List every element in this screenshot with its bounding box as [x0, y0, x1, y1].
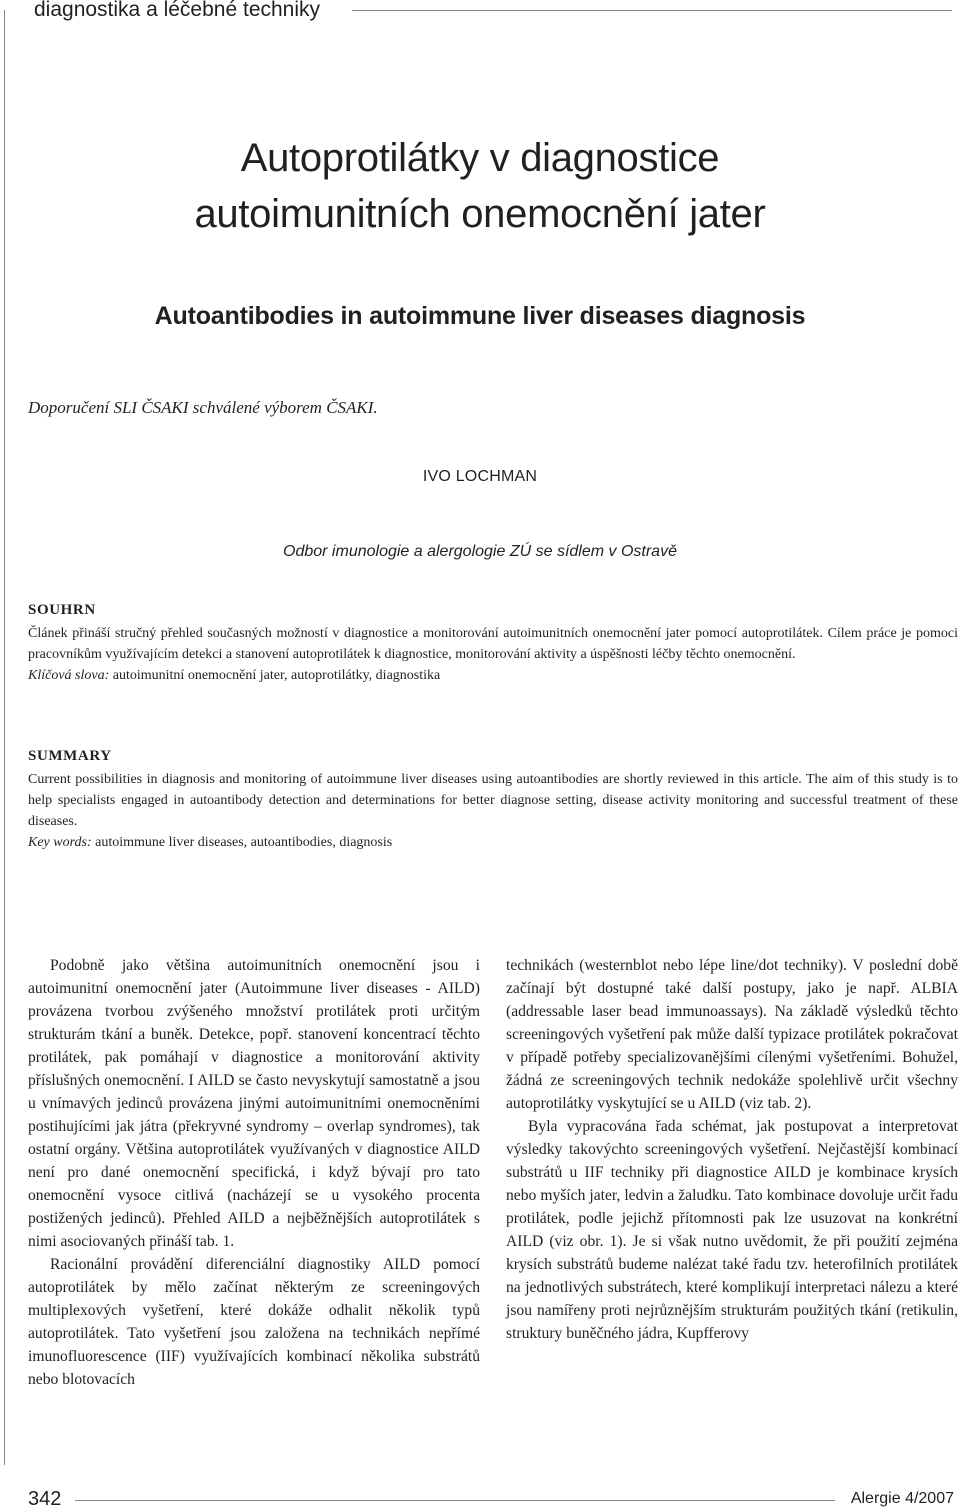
abstract-czech-keywords: [28, 665, 958, 686]
footer-rule: [75, 1500, 835, 1501]
article-title: [0, 130, 960, 242]
keywords-value: autoimmune liver diseases, autoantibodies, diagnosis: [91, 835, 393, 850]
article-subtitle: Autoantibodies in autoimmune liver diseases diagnosis: [154, 302, 806, 330]
journal-issue: Alergie 4/2007: [845, 1490, 954, 1508]
author-name: IVO LOCHMAN: [422, 468, 538, 485]
header-rule: [352, 10, 952, 11]
body-column-left: [28, 954, 480, 1391]
abstract-czech-text: Článek přináší stručný přehled současných možností v diagnostice a monitorování autoimunitních onemocnění jater pomocí autoprotilátek. Cílem práce je pomoci pracovníkům využívajícím detekci a stanovení autoprotilátek k diagnostice, monitorování aktivity a úspěšnosti léčby těchto onemocnění.: [28, 626, 958, 662]
abstract-czech-heading: SOUHRN: [28, 602, 96, 618]
article-title-line-1: Autoprotilátky v diagnostice: [240, 136, 720, 180]
section-label: diagnostika a léčebné techniky: [34, 0, 326, 22]
abstract-english: [28, 746, 958, 853]
body-paragraph: Byla vypracována řada schémat, jak postupovat a interpretovat výsledky takovýchto screeningových vyšetření. Nejčastější kombinací substrátů u IIF techniky při diagnostice AILD je kombinace krysích nebo myších jater, ledvin a žaludku. Tato kombinace dovoluje určit řadu protilátek, podle jejichž přítomnosti pak lze usuzovat na konkrétní AILD (viz obr. 1). Je si však nutno uvědomit, že při použití zejména krysích substrátů budeme nalézat také řadu tzv. heterofilních protilátek na jednotlivých substrátech, které komplikují interpretaci nálezu a které jsou namířeny proti nejrůznějším strukturám použitých tkání (retikulin, struktury buněčného jádra, Kupfferovy: [506, 1118, 958, 1342]
body-paragraph: Racionální provádění diferenciální diagnostiky AILD pomocí autoprotilátek by mělo začínat některým ze screeningových multiplexových vyšetření, které dokáže odhalit několik typů autoprotilátek. Tato vyšetření jsou založena na technikách nepřímé imunofluorescence (IIF) využívajících kombinací několika substrátů nebo blotovacích: [28, 1256, 480, 1388]
keywords-value: autoimunitní onemocnění jater, autoprotilátky, diagnostika: [109, 668, 441, 683]
abstract-czech: [28, 600, 958, 686]
body-column-right: [506, 954, 958, 1345]
recommendation-note: Doporučení SLI ČSAKI schválené výborem ČSAKI.: [28, 398, 378, 417]
keywords-label: Key words:: [28, 835, 92, 850]
article-title-line-2: autoimunitních onemocnění jater: [194, 192, 766, 236]
abstract-english-keywords: [28, 832, 958, 853]
keywords-label: Klíčová slova:: [28, 668, 110, 683]
abstract-english-text: Current possibilities in diagnosis and monitoring of autoimmune liver diseases using autoantibodies are shortly reviewed in this article. The aim of this study is to help specialists engaged in autoantibody detection and determinations for better diagnose setting, disease activity monitoring and successful treatment of these diseases.: [28, 772, 958, 829]
abstract-english-heading: SUMMARY: [28, 748, 112, 764]
author-affiliation: Odbor imunologie a alergologie ZÚ se sídlem v Ostravě: [283, 543, 677, 560]
body-paragraph: Podobně jako většina autoimunitních onemocnění jsou i autoimunitní onemocnění jater (Autoimmune liver diseases - AILD) provázena tvorbou zvýšeného množství protilátek proti určitým strukturám tkání a buněk. Detekce, popř. stanovení koncentrací těchto protilátek, pak pomáhají v diagnostice a monitorování aktivity příslušných onemocnění. I AILD se často nevyskytují samostatně a jsou u vnímavých jedinců provázena jinými autoimunitními onemocněními postihujícími jak játra (překryvné syndromy – overlap syndromes), tak ostatní orgány. Většina autoprotilátek využívaných v diagnostice AILD není pro dané onemocnění specifická, i když bývají pro tato onemocnění vysoce citlivá (nacházejí se u vysokého procenta postižených jedinců). Přehled AILD a nejběžnějších autoprotilátek s nimi asociovaných přináší tab. 1.: [28, 957, 480, 1250]
page-number: 342: [28, 1488, 62, 1510]
body-paragraph: technikách (westernblot nebo lépe line/dot techniky). V poslední době začínají být dostupné také další postupy, jako je např. ALBIA (addressable laser bead immunoassays). Na základě výsledků těchto screeningových vyšetření pak může další typizace protilátek pokračovat v případě potřeby specializovanějšími cílenými vyšetřeními. Bohužel, žádná ze screeningových technik nedokáže spolehlivě určit všechny autoprotilátky vyskytující se u AILD (viz tab. 2).: [506, 957, 958, 1112]
